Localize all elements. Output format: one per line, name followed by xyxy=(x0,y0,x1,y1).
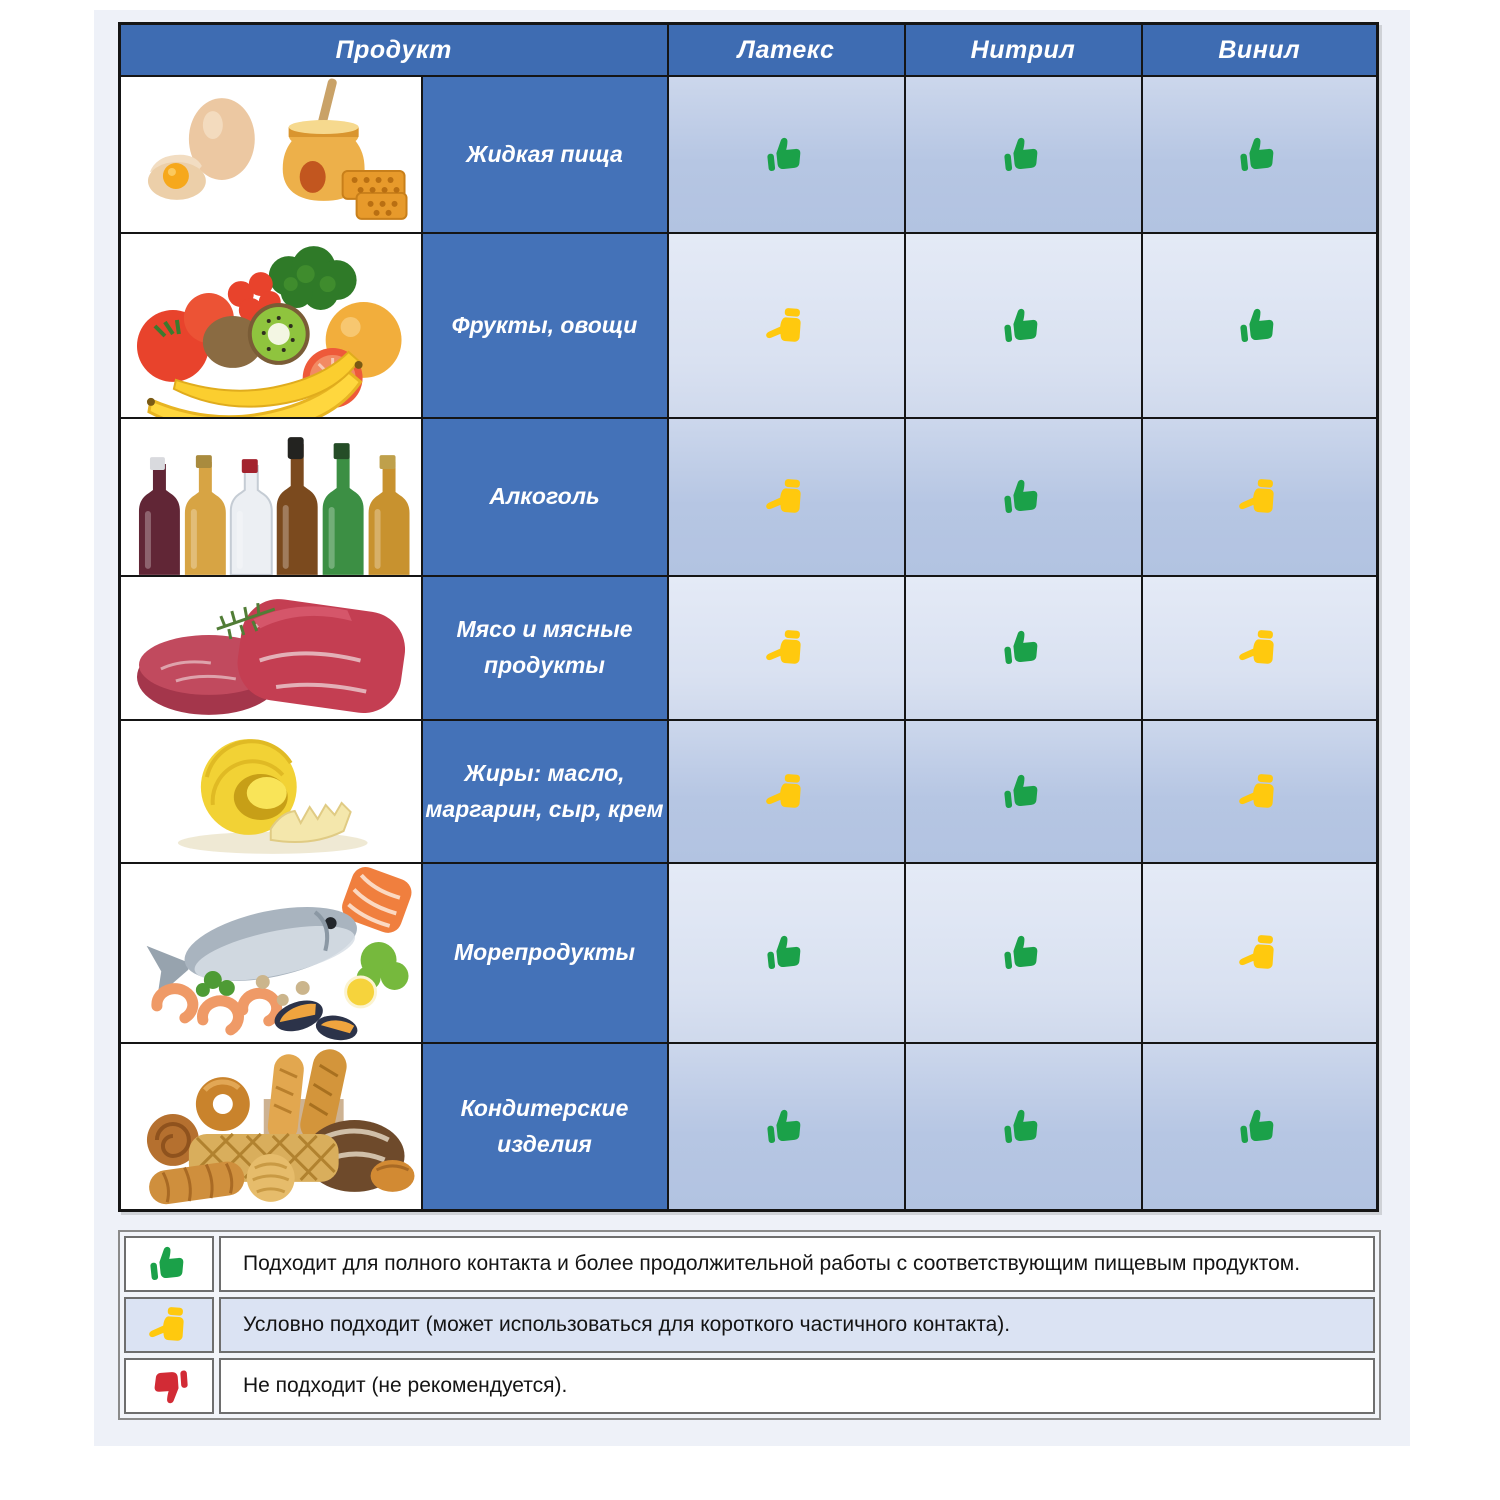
legend-item-not-suitable xyxy=(124,1358,1375,1414)
confectionery-image xyxy=(121,1044,421,1209)
conditional-hand-icon xyxy=(763,474,809,520)
legend-item-conditional xyxy=(124,1297,1375,1353)
thumb-up-icon xyxy=(1000,303,1046,349)
vinyl-status xyxy=(1142,233,1378,418)
thumb-up-icon xyxy=(1000,474,1046,520)
liquid-food-photo xyxy=(120,76,422,233)
vinyl-status xyxy=(1142,720,1378,863)
product-label: Кондитерские изделия xyxy=(422,1043,668,1211)
table-row xyxy=(120,1043,1378,1211)
table-row xyxy=(120,720,1378,863)
thumb-up-icon xyxy=(1000,769,1046,815)
legend-text: Подходит для полного контакта и более продолжительной работы с соответствующим пищевым продуктом. xyxy=(219,1236,1375,1292)
thumb-down-icon xyxy=(146,1363,192,1409)
vinyl-status xyxy=(1142,863,1378,1043)
conditional-hand-icon xyxy=(1236,769,1282,815)
conditional-hand-icon xyxy=(1236,625,1282,671)
product-label: Фрукты, овощи xyxy=(422,233,668,418)
nitrile-status xyxy=(905,1043,1142,1211)
alcohol-photo xyxy=(120,418,422,576)
table-row xyxy=(120,863,1378,1043)
thumb-up-icon xyxy=(1000,930,1046,976)
thumb-up-icon xyxy=(1236,132,1282,178)
compatibility-table xyxy=(118,22,1379,1212)
legend-text: Условно подходит (может использоваться для короткого частичного контакта). xyxy=(219,1297,1375,1353)
nitrile-status xyxy=(905,418,1142,576)
header-row xyxy=(120,24,1378,77)
legend-text: Не подходит (не рекомендуется). xyxy=(219,1358,1375,1414)
table-row xyxy=(120,76,1378,233)
latex-status xyxy=(668,576,905,720)
nitrile-status xyxy=(905,233,1142,418)
product-label: Морепродукты xyxy=(422,863,668,1043)
nitrile-status xyxy=(905,863,1142,1043)
product-label: Мясо и мясные продукты xyxy=(422,576,668,720)
latex-status xyxy=(668,720,905,863)
vinyl-status xyxy=(1142,576,1378,720)
legend xyxy=(118,1230,1381,1420)
thumb-up-icon xyxy=(146,1241,192,1287)
latex-status xyxy=(668,233,905,418)
thumb-up-icon xyxy=(1000,1104,1046,1150)
nitrile-status xyxy=(905,76,1142,233)
conditional-hand-icon xyxy=(763,769,809,815)
nitrile-status xyxy=(905,720,1142,863)
thumb-up-icon xyxy=(1236,1104,1282,1150)
confectionery-photo xyxy=(120,1043,422,1211)
thumb-up-icon xyxy=(763,1104,809,1150)
conditional-hand-icon xyxy=(1236,474,1282,520)
latex-status xyxy=(668,418,905,576)
conditional-hand-icon xyxy=(1236,930,1282,976)
fats-photo xyxy=(120,720,422,863)
nitrile-status xyxy=(905,576,1142,720)
conditional-hand-icon xyxy=(763,625,809,671)
latex-status xyxy=(668,76,905,233)
vinyl-status xyxy=(1142,418,1378,576)
thumb-up-icon xyxy=(1236,303,1282,349)
product-label: Жидкая пища xyxy=(422,76,668,233)
liquid-food-image xyxy=(121,77,421,232)
legend-item-suitable xyxy=(124,1236,1375,1292)
product-label: Жиры: масло, маргарин, сыр, крем xyxy=(422,720,668,863)
column-header-product: Продукт xyxy=(120,24,668,77)
thumb-up-icon xyxy=(763,132,809,178)
latex-status xyxy=(668,863,905,1043)
fruits-vegetables-image xyxy=(121,234,421,417)
meat-photo xyxy=(120,576,422,720)
latex-status xyxy=(668,1043,905,1211)
seafood-image xyxy=(121,864,421,1042)
column-header-vinyl: Винил xyxy=(1142,24,1378,77)
alcohol-image xyxy=(121,419,421,575)
column-header-latex: Латекс xyxy=(668,24,905,77)
fruits-vegetables-photo xyxy=(120,233,422,418)
thumb-up-icon xyxy=(1000,132,1046,178)
product-label: Алкоголь xyxy=(422,418,668,576)
table-row xyxy=(120,576,1378,720)
column-header-nitrile: Нитрил xyxy=(905,24,1142,77)
vinyl-status xyxy=(1142,1043,1378,1211)
conditional-hand-icon xyxy=(763,303,809,349)
thumb-up-icon xyxy=(763,930,809,976)
fats-image xyxy=(121,721,421,862)
table-row xyxy=(120,418,1378,576)
conditional-hand-icon xyxy=(146,1302,192,1348)
table-row xyxy=(120,233,1378,418)
meat-image xyxy=(121,577,421,719)
seafood-photo xyxy=(120,863,422,1043)
thumb-up-icon xyxy=(1000,625,1046,671)
vinyl-status xyxy=(1142,76,1378,233)
